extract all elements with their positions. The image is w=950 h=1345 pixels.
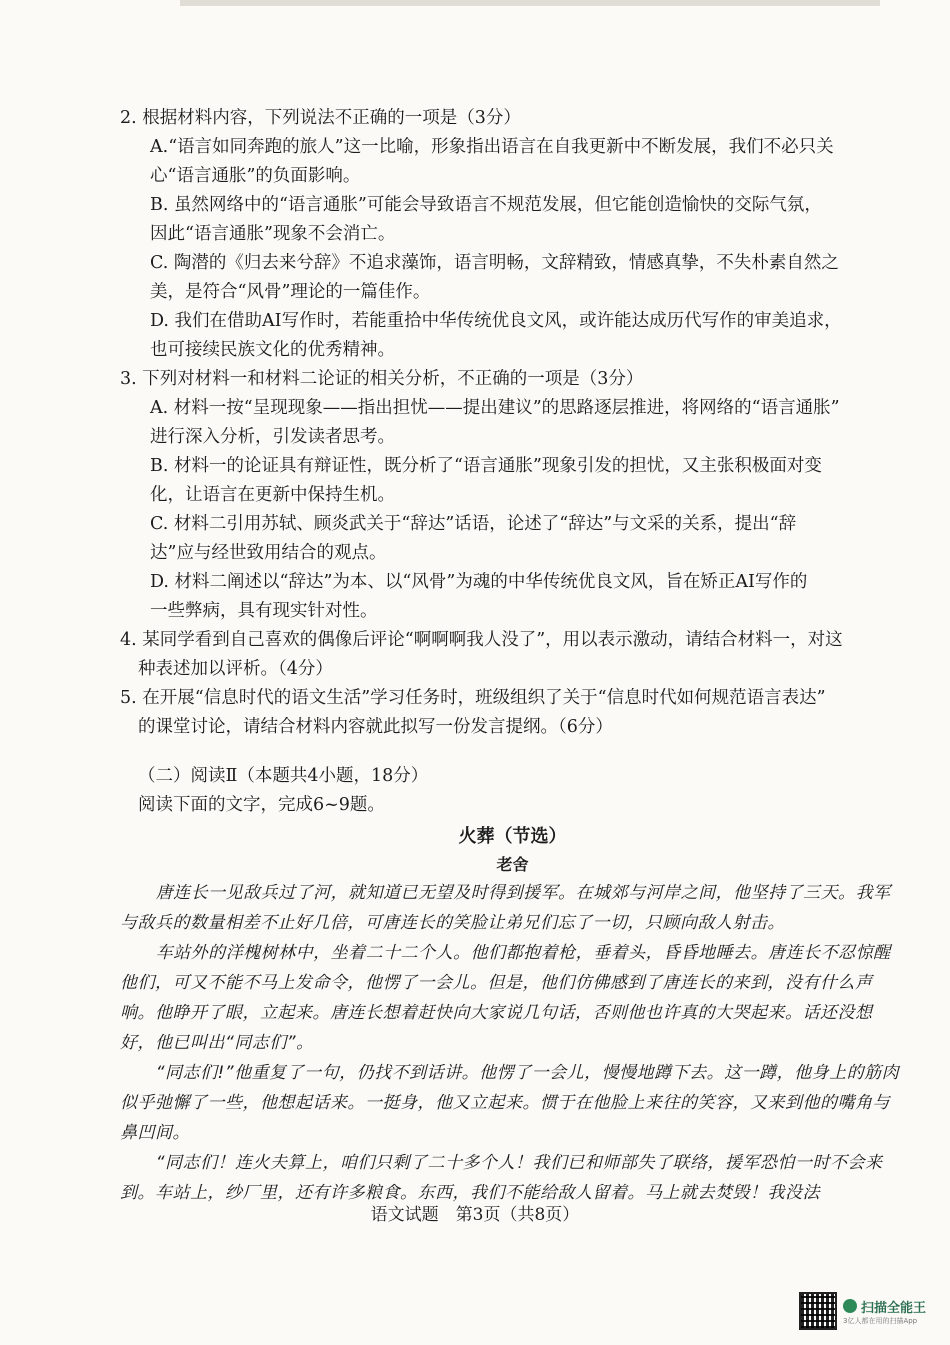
option-b: [120, 191, 905, 249]
article-paragraph: “同志们!”他重复了一句，仍找不到话讲。他愣了一会儿，慢慢地蹲下去。这一蹲，他身上的筋肉似乎弛懈了一些，他想起话来。一挺身，他又立起来。惯于在他脸上来往的笑容，又来到他的嘴角与鼻凹间。: [120, 1063, 900, 1143]
question-4: [120, 626, 905, 684]
brand-logo-icon: [843, 1299, 857, 1313]
brand-name: 扫描全能王: [860, 1300, 926, 1316]
option-line: 也可接续民族文化的优秀精神。: [150, 340, 395, 360]
option-c: [120, 510, 905, 568]
article-author: 老舍: [496, 855, 529, 874]
section-title: （二）阅读Ⅱ（本题共4小题，18分）: [138, 766, 429, 786]
option-a: [120, 133, 905, 191]
question-2: [120, 104, 905, 365]
option-line: 美，是符合“风骨”理论的一篇佳作。: [150, 282, 431, 302]
option-line: B. 虽然网络中的“语言通胀”可能会导致语言不规范发展，但它能创造愉快的交际气氛，: [150, 195, 822, 215]
option-line: A.“语言如同奔跑的旅人”这一比喻，形象指出语言在自我更新中不断发展，我们不必只关: [150, 137, 834, 157]
option-line: 达”应与经世致用结合的观点。: [150, 543, 387, 563]
option-line: 进行深入分析，引发读者思考。: [150, 427, 395, 447]
brand-block: [843, 1297, 926, 1326]
option-line: 一些弊病，具有现实针对性。: [150, 601, 378, 621]
question-stem: 5. 在开展“信息时代的语文生活”学习任务时，班级组织了关于“信息时代如何规范语言表达”: [120, 688, 826, 708]
option-line: B. 材料一的论证具有辩证性，既分析了“语言通胀”现象引发的担忧，又主张积极面对变: [150, 456, 822, 476]
question-5: [120, 684, 905, 742]
option-line: C. 陶潜的《归去来兮辞》不追求藻饰，语言明畅，文辞精致，情感真挚，不失朴素自然之: [150, 253, 839, 273]
scanner-watermark: [799, 1292, 926, 1330]
section-instruction: 阅读下面的文字，完成6~9题。: [138, 795, 385, 815]
option-line: C. 材料二引用苏轼、顾炎武关于“辞达”话语，论述了“辞达”与文采的关系，提出“辞: [150, 514, 797, 534]
option-b: [120, 452, 905, 510]
question-stem: 3. 下列对材料一和材料二论证的相关分析，不正确的一项是（3分）: [120, 369, 644, 389]
option-line: 因此“语言通胀”现象不会消亡。: [150, 224, 396, 244]
question-stem: 4. 某同学看到自己喜欢的偶像后评论“啊啊啊我人没了”，用以表示激动，请结合材料一，对这: [120, 630, 843, 650]
page-footer: 语文试题 第3页（共8页）: [370, 1205, 580, 1225]
article-paragraph: 唐连长一见敌兵过了河，就知道已无望及时得到援军。在城郊与河岸之间，他坚持了三天。我军与敌兵的数量相差不止好几倍，可唐连长的笑脸让弟兄们忘了一切，只顾向敌人射击。: [120, 883, 891, 933]
option-c: [120, 249, 905, 307]
option-d: [120, 307, 905, 365]
option-line: 化，让语言在更新中保持生机。: [150, 485, 395, 505]
option-line: 心“语言通胀”的负面影响。: [150, 166, 361, 186]
option-line: A. 材料一按“呈现现象——指出担忧——提出建议”的思路逐层推进，将网络的“语言通胀”: [150, 398, 840, 418]
article-title: 火葬（节选）: [458, 826, 567, 847]
option-d: [120, 568, 905, 626]
question-stem: 2. 根据材料内容，下列说法不正确的一项是（3分）: [120, 108, 521, 128]
question-stem-cont: 种表述加以评析。（4分）: [138, 659, 333, 679]
option-line: D. 材料二阐述以“辞达”为本、以“风骨”为魂的中华传统优良文风，旨在矫正AI写作的: [150, 572, 808, 592]
brand-tagline: 3亿人都在用的扫描App: [842, 1316, 918, 1325]
option-a: [120, 394, 905, 452]
question-stem-cont: 的课堂讨论，请结合材料内容就此拟写一份发言提纲。（6分）: [138, 717, 613, 737]
article-paragraph: 车站外的洋槐树林中，坐着二十二个人。他们都抱着枪，垂着头，昏昏地睡去。唐连长不忍惊醒他们，可又不能不马上发命令，他愣了一会儿。但是，他们仿佛感到了唐连长的来到，没有什么声响。他睁开了眼，立起来。唐连长想着赶快向大家说几句话，否则他也许真的大哭起来。话还没想好，他已叫出“同志们”。: [120, 943, 891, 1053]
scan-top-edge: [180, 0, 880, 6]
page-content: [120, 104, 905, 1208]
article-paragraph: “同志们！连火夫算上，咱们只剩了二十多个人！我们已和师部失了联络，援军恐怕一时不会来到。车站上，纱厂里，还有许多粮食。东西，我们不能给敌人留着。马上就去焚毁！我没法: [120, 1153, 883, 1203]
qr-code-icon: [799, 1292, 837, 1330]
question-3: [120, 365, 905, 626]
option-line: D. 我们在借助AI写作时，若能重拾中华传统优良文风，或许能达成历代写作的审美追求，: [150, 311, 842, 331]
brand-name-row: [843, 1297, 926, 1316]
